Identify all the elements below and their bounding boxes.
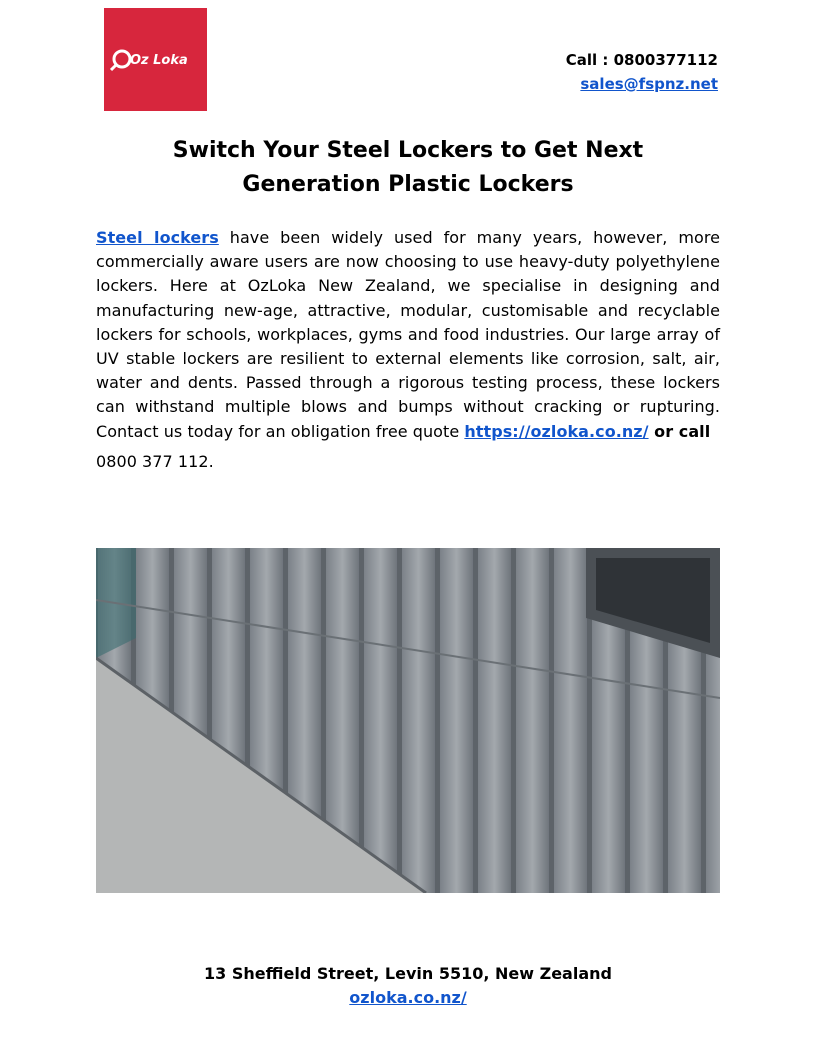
footer-website-link[interactable]: ozloka.co.nz/: [349, 988, 467, 1007]
footer: [96, 962, 720, 1010]
title-line-2: Generation Plastic Lockers: [242, 172, 574, 197]
website-link[interactable]: https://ozloka.co.nz/: [464, 421, 649, 441]
email-link[interactable]: sales@fspnz.net: [580, 75, 718, 93]
steel-lockers-link[interactable]: Steel lockers: [96, 228, 219, 247]
footer-address: 13 Sheffield Street, Levin 5510, New Zealand: [204, 964, 612, 983]
contact-block: [566, 48, 718, 96]
company-logo: [104, 8, 207, 111]
article-paragraph: [96, 226, 720, 474]
page-title: [96, 134, 720, 202]
lockers-photo: [96, 548, 720, 893]
logo-text: Oz Loka: [130, 53, 188, 68]
phone-number: 0800 377 112.: [96, 451, 214, 471]
title-line-1: Switch Your Steel Lockers to Get Next: [172, 138, 644, 163]
call-number: Call : 0800377112: [565, 51, 718, 69]
or-call-text: or call: [648, 421, 711, 441]
logo-graphic: [104, 8, 207, 111]
article-body: have been widely used for many years, however, more commercially aware users are now choosing to use heavy-duty polyethylene lockers. Here at OzLoka New Zealand, we specialise in designing and manufacturing new-age, attractive, modular, customisable and recyclable lockers for schools, workplaces, gyms and food industries. Our large array of UV stable lockers are resilient to external elements like corrosion, salt, air, water and dents. Passed through a rigorous testing process, these lockers can withstand multiple blows and bumps without cracking or rupturing. Contact us today for an obligation free quote: [96, 228, 720, 441]
